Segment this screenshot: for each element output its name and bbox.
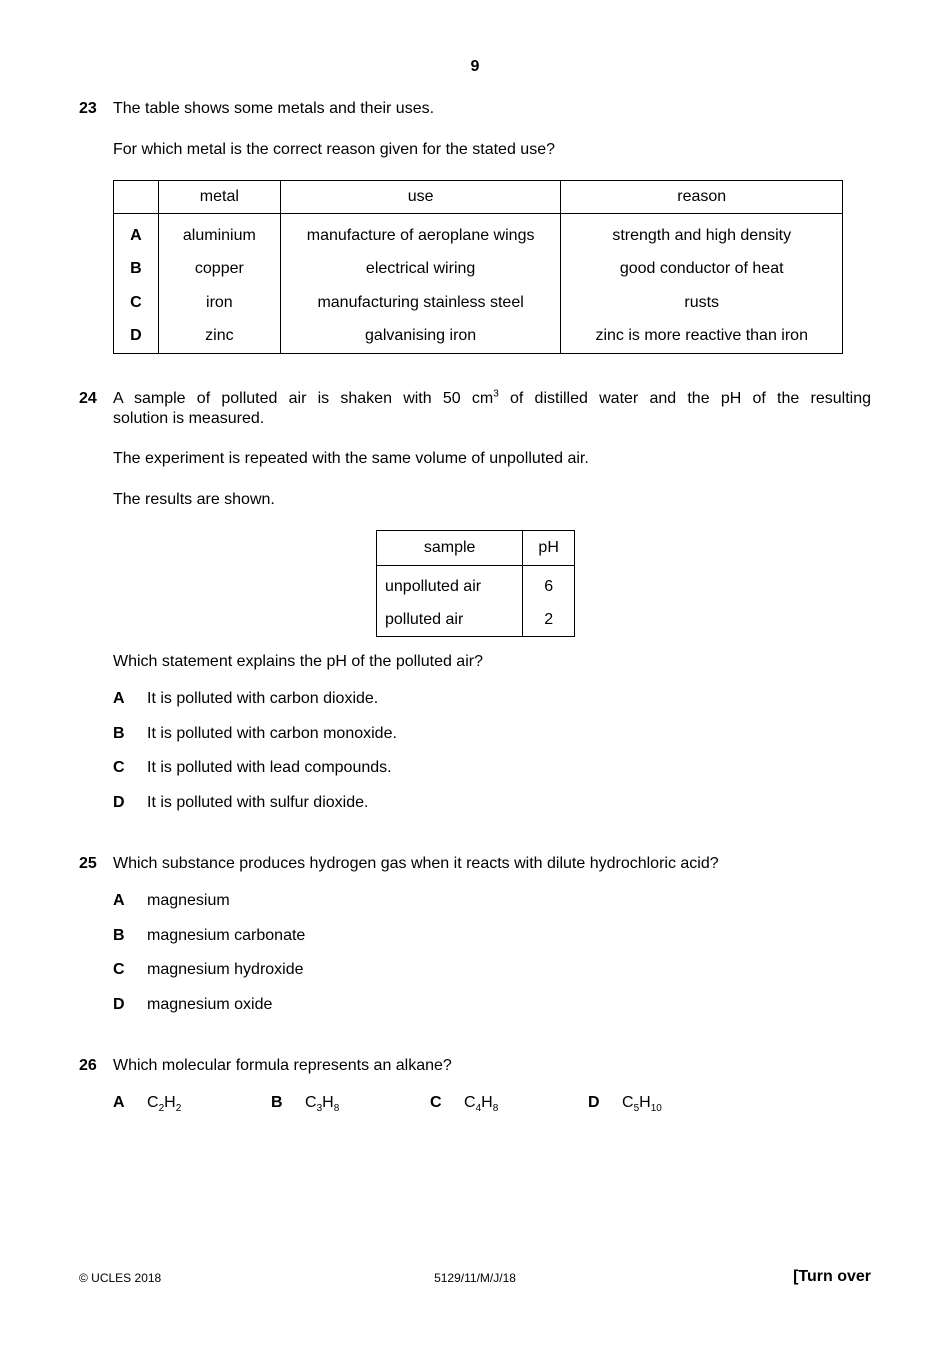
option-d-formula xyxy=(622,1094,662,1115)
formula-subscript: 8 xyxy=(492,1103,499,1115)
option-letter: C xyxy=(114,286,159,320)
option-a-letter: A xyxy=(113,1094,125,1111)
table-row xyxy=(377,603,575,637)
formula-element: C xyxy=(147,1094,159,1111)
reason-cell: good conductor of heat xyxy=(561,253,843,287)
option-d-text: magnesium oxide xyxy=(147,996,273,1013)
reason-cell: zinc is more reactive than iron xyxy=(561,320,843,354)
option-a-text: It is polluted with carbon dioxide. xyxy=(147,690,379,707)
formula-subscript: 5 xyxy=(633,1103,640,1115)
question-24-number: 24 xyxy=(79,390,97,407)
option-d-letter: D xyxy=(588,1094,600,1111)
question-23-intro: The table shows some metals and their uses. xyxy=(113,100,435,117)
option-letter: A xyxy=(114,214,159,253)
metal-cell: zinc xyxy=(158,320,280,354)
option-b-text: It is polluted with carbon monoxide. xyxy=(147,725,397,742)
use-cell: electrical wiring xyxy=(280,253,561,287)
table-header-cell: sample xyxy=(377,531,523,566)
option-a-letter: A xyxy=(113,690,125,707)
ph-cell: 6 xyxy=(523,566,575,604)
ph-results-table xyxy=(376,530,575,637)
formula-subscript: 8 xyxy=(333,1103,340,1115)
table-row xyxy=(114,214,843,253)
question-24-prompt: Which statement explains the pH of the polluted air? xyxy=(113,653,483,670)
reason-cell: strength and high density xyxy=(561,214,843,253)
table-header-cell: metal xyxy=(158,181,280,214)
ph-cell: 2 xyxy=(523,603,575,637)
table-header-cell: pH xyxy=(523,531,575,566)
option-b-letter: B xyxy=(113,927,125,944)
formula-subscript: 3 xyxy=(316,1103,323,1115)
option-d-letter: D xyxy=(113,794,125,811)
formula-element: H xyxy=(322,1094,334,1111)
option-a-letter: A xyxy=(113,892,125,909)
metal-cell: iron xyxy=(158,286,280,320)
use-cell: manufacturing stainless steel xyxy=(280,286,561,320)
formula-subscript: 2 xyxy=(158,1103,165,1115)
metals-uses-table xyxy=(113,180,843,354)
table-header-cell: reason xyxy=(561,181,843,214)
formula-subscript: 4 xyxy=(475,1103,482,1115)
page-number: 9 xyxy=(470,58,480,75)
option-b-letter: B xyxy=(113,725,125,742)
option-b-formula xyxy=(305,1094,340,1115)
formula-subscript: 2 xyxy=(175,1103,182,1115)
option-b-text: magnesium carbonate xyxy=(147,927,306,944)
formula-subscript: 10 xyxy=(650,1103,662,1115)
footer-copyright: © UCLES 2018 xyxy=(79,1271,162,1285)
intro-text-b: of distilled water and the pH of the resulting xyxy=(498,390,871,407)
question-24-results: The results are shown. xyxy=(113,491,275,508)
option-c-text: magnesium hydroxide xyxy=(147,961,304,978)
question-23-prompt: For which metal is the correct reason given for the stated use? xyxy=(113,141,555,158)
formula-element: H xyxy=(481,1094,493,1111)
option-d-text: It is polluted with sulfur dioxide. xyxy=(147,794,369,811)
formula-element: C xyxy=(464,1094,476,1111)
sample-cell: unpolluted air xyxy=(377,566,523,604)
footer-turn-over: [Turn over xyxy=(793,1268,871,1285)
table-row xyxy=(114,253,843,287)
option-b-letter: B xyxy=(271,1094,283,1111)
superscript-3: 3 xyxy=(493,388,499,400)
question-24-repeat: The experiment is repeated with the same volume of unpolluted air. xyxy=(113,450,589,467)
use-cell: manufacture of aeroplane wings xyxy=(280,214,561,253)
question-24-intro-line1 xyxy=(113,390,871,408)
option-letter: B xyxy=(114,253,159,287)
question-24-intro-line2: solution is measured. xyxy=(113,410,265,427)
question-23-number: 23 xyxy=(79,100,97,117)
question-26-number: 26 xyxy=(79,1057,97,1074)
formula-element: H xyxy=(639,1094,651,1111)
option-c-letter: C xyxy=(113,759,125,776)
question-25-number: 25 xyxy=(79,855,97,872)
option-d-letter: D xyxy=(113,996,125,1013)
question-25-prompt: Which substance produces hydrogen gas when it reacts with dilute hydrochloric acid? xyxy=(113,855,719,872)
footer-paper-code: 5129/11/M/J/18 xyxy=(434,1271,516,1285)
table-row xyxy=(114,320,843,354)
option-letter: D xyxy=(114,320,159,354)
question-26-prompt: Which molecular formula represents an alkane? xyxy=(113,1057,452,1074)
formula-element: C xyxy=(305,1094,317,1111)
table-header-cell xyxy=(114,181,159,214)
formula-element: H xyxy=(164,1094,176,1111)
table-header-row xyxy=(377,531,575,566)
metal-cell: aluminium xyxy=(158,214,280,253)
table-header-row xyxy=(114,181,843,214)
use-cell: galvanising iron xyxy=(280,320,561,354)
option-a-text: magnesium xyxy=(147,892,230,909)
option-a-formula xyxy=(147,1094,182,1115)
sample-cell: polluted air xyxy=(377,603,523,637)
option-c-formula xyxy=(464,1094,499,1115)
option-c-text: It is polluted with lead compounds. xyxy=(147,759,392,776)
intro-text-a: A sample of polluted air is shaken with 50 cm xyxy=(113,390,494,407)
formula-element: C xyxy=(622,1094,634,1111)
option-c-letter: C xyxy=(113,961,125,978)
option-c-letter: C xyxy=(430,1094,442,1111)
table-header-cell: use xyxy=(280,181,561,214)
reason-cell: rusts xyxy=(561,286,843,320)
metal-cell: copper xyxy=(158,253,280,287)
table-row xyxy=(114,286,843,320)
table-row xyxy=(377,566,575,604)
